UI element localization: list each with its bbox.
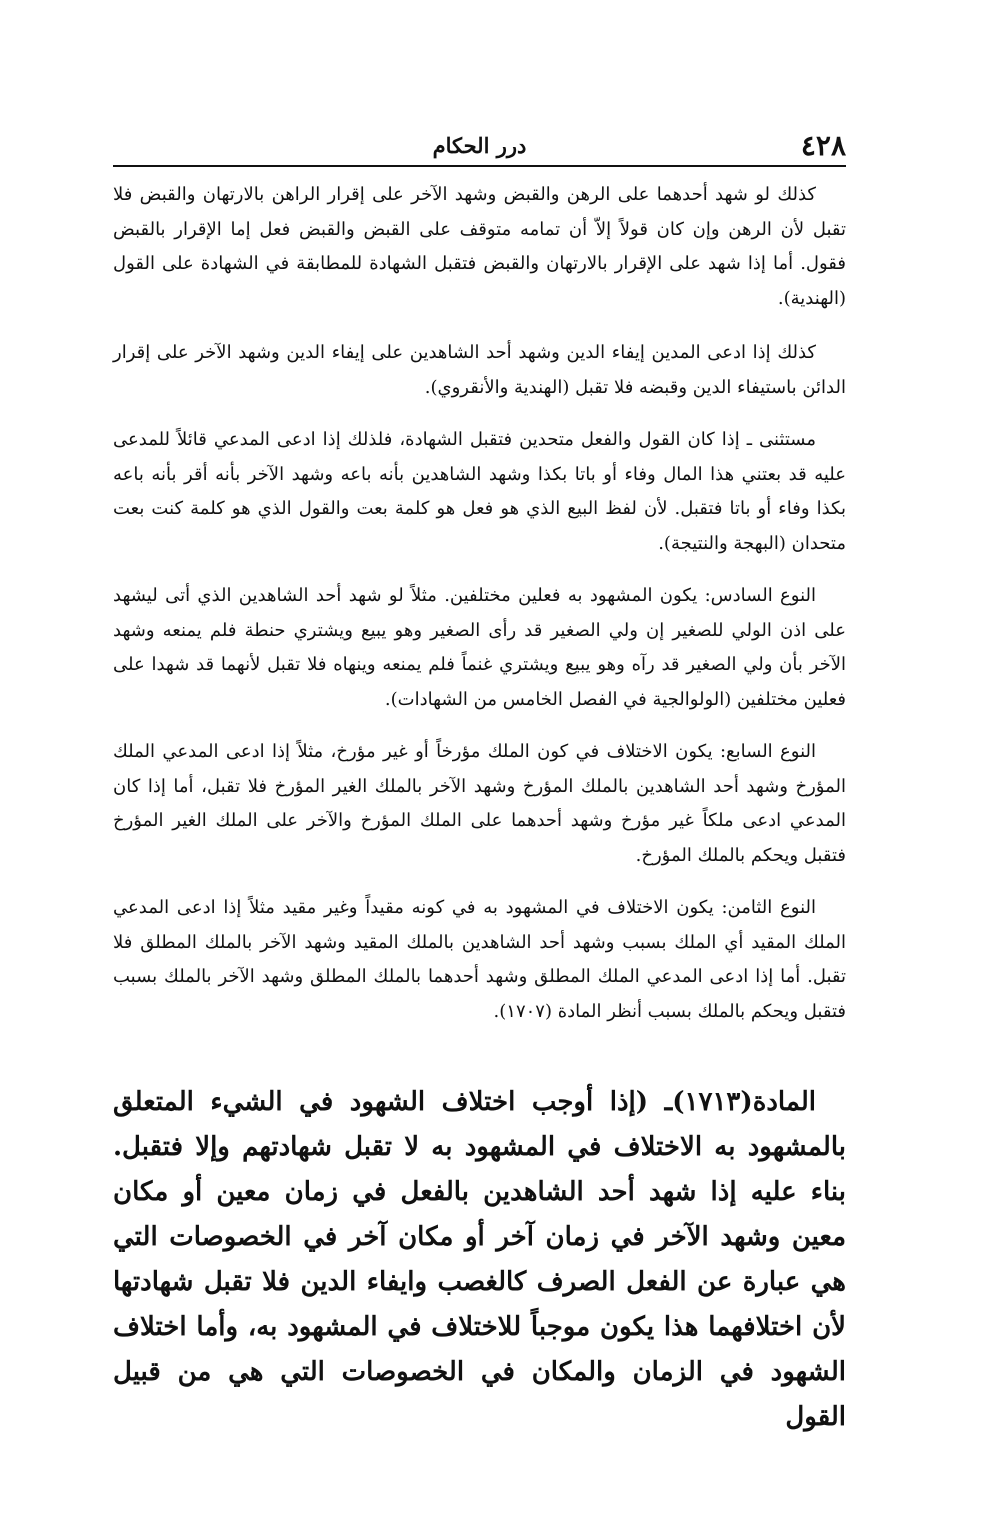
header-divider bbox=[113, 165, 846, 167]
page-header bbox=[113, 128, 846, 164]
paragraph-type-eight: النوع الثامن: يكون الاختلاف في المشهود به في كونه مقيداً وغير مقيد مثلاً إذا ادعى المدعي الملك المقيد أي الملك بسبب وشهد أحد الشاهدين بالملك المقيد وشهد الآخر بالملك المطلق فلا تقبل. أما إذا ادعى المدعي الملك المطلق وشهد أحدهما بالملك المطلق وشهد الآخر بالملك بسبب فتقبل ويحكم بالملك بسبب أنظر المادة (١٧٠٧). bbox=[113, 897, 846, 1022]
paragraph-type-six: النوع السادس: يكون المشهود به فعلين مختلفين. مثلاً لو شهد أحد الشاهدين الذي أتى ليشهد على اذن الولي للصغير إن ولي الصغير قد رأى الصغير وهو يبيع ويشتري حنطة فلم يمنعه وشهد الآخر بأن ولي الصغير قد رآه وهو يبيع ويشتري غنماً فلم يمنعه وينهاه فلا تقبل لأنهما قد شهدا على فعلين مختلفين (الولوالجية في الفصل الخامس من الشهادات). bbox=[113, 585, 846, 710]
article-1713-text: المادة(١٧١٣)ـ (إذا أوجب اختلاف الشهود في الشيء المتعلق بالمشهود به الاختلاف في المشهود به لا تقبل شهادتهم وإلا فتقبل. بناء عليه إذا شهد أحد الشاهدين بالفعل في زمان معين أو مكان معين وشهد الآخر في زمان آخر أو مكان آخر في الخصوصات التي هي عبارة عن الفعل الصرف كالغصب وايفاء الدين فلا تقبل شهادتها لأن اختلافهما هذا يكون موجباً للاختلاف في المشهود به، وأما اختلاف الشهود في الزمان والمكان في الخصوصات التي هي من قبيل القول bbox=[113, 1087, 846, 1432]
paragraph-pledge: كذلك لو شهد أحدهما على الرهن والقبض وشهد الآخر على إقرار الراهن بالارتهان والقبض فلا تقبل لأن الرهن وإن كان قولاً إلاّ أن تمامه متوقف على القبض والقبض فعل إما الإقرار بالقبض فقول. أما إذا شهد على الإقرار بالارتهان والقبض فتقبل الشهادة للمطابقة في الشهادة على القول (الهندية). bbox=[113, 184, 846, 309]
paragraph-exception: مستثنى ـ إذا كان القول والفعل متحدين فتقبل الشهادة، فلذلك إذا ادعى المدعي قائلاً للمدعى عليه قد بعتني هذا المال وفاء أو باتا بكذا وشهد الشاهدين بأنه باعه وشهد الآخر بأنه أقر بأنه باعه بكذا وفاء أو باتا فتقبل. لأن لفظ البيع الذي هو فعل هو كلمة بعت والقول الذي هو كلمة كنت بعت متحدان (البهجة والنتيجة). bbox=[113, 429, 846, 554]
paragraph-debt-payment: كذلك إذا ادعى المدين إيفاء الدين وشهد أحد الشاهدين على إيفاء الدين وشهد الآخر على إقرار الدائن باستيفاء الدين وقبضه فلا تقبل (الهندية والأنقروي). bbox=[113, 342, 846, 398]
paragraph-type-seven: النوع السابع: يكون الاختلاف في كون الملك مؤرخاً أو غير مؤرخ، مثلاً إذا ادعى المدعي الملك المؤرخ وشهد أحد الشاهدين بالملك المؤرخ وشهد الآخر بالملك الغير المؤرخ فلا تقبل، أما إذا كان المدعي ادعى ملكاً غير مؤرخ وشهد أحدهما على الملك المؤرخ والآخر على الملك الغير المؤرخ فتقبل ويحكم بالملك المؤرخ. bbox=[113, 741, 846, 866]
commentary-body bbox=[113, 178, 846, 1047]
running-title: درر الحكام bbox=[432, 133, 527, 158]
page-number: ٤٢٨ bbox=[800, 129, 846, 162]
